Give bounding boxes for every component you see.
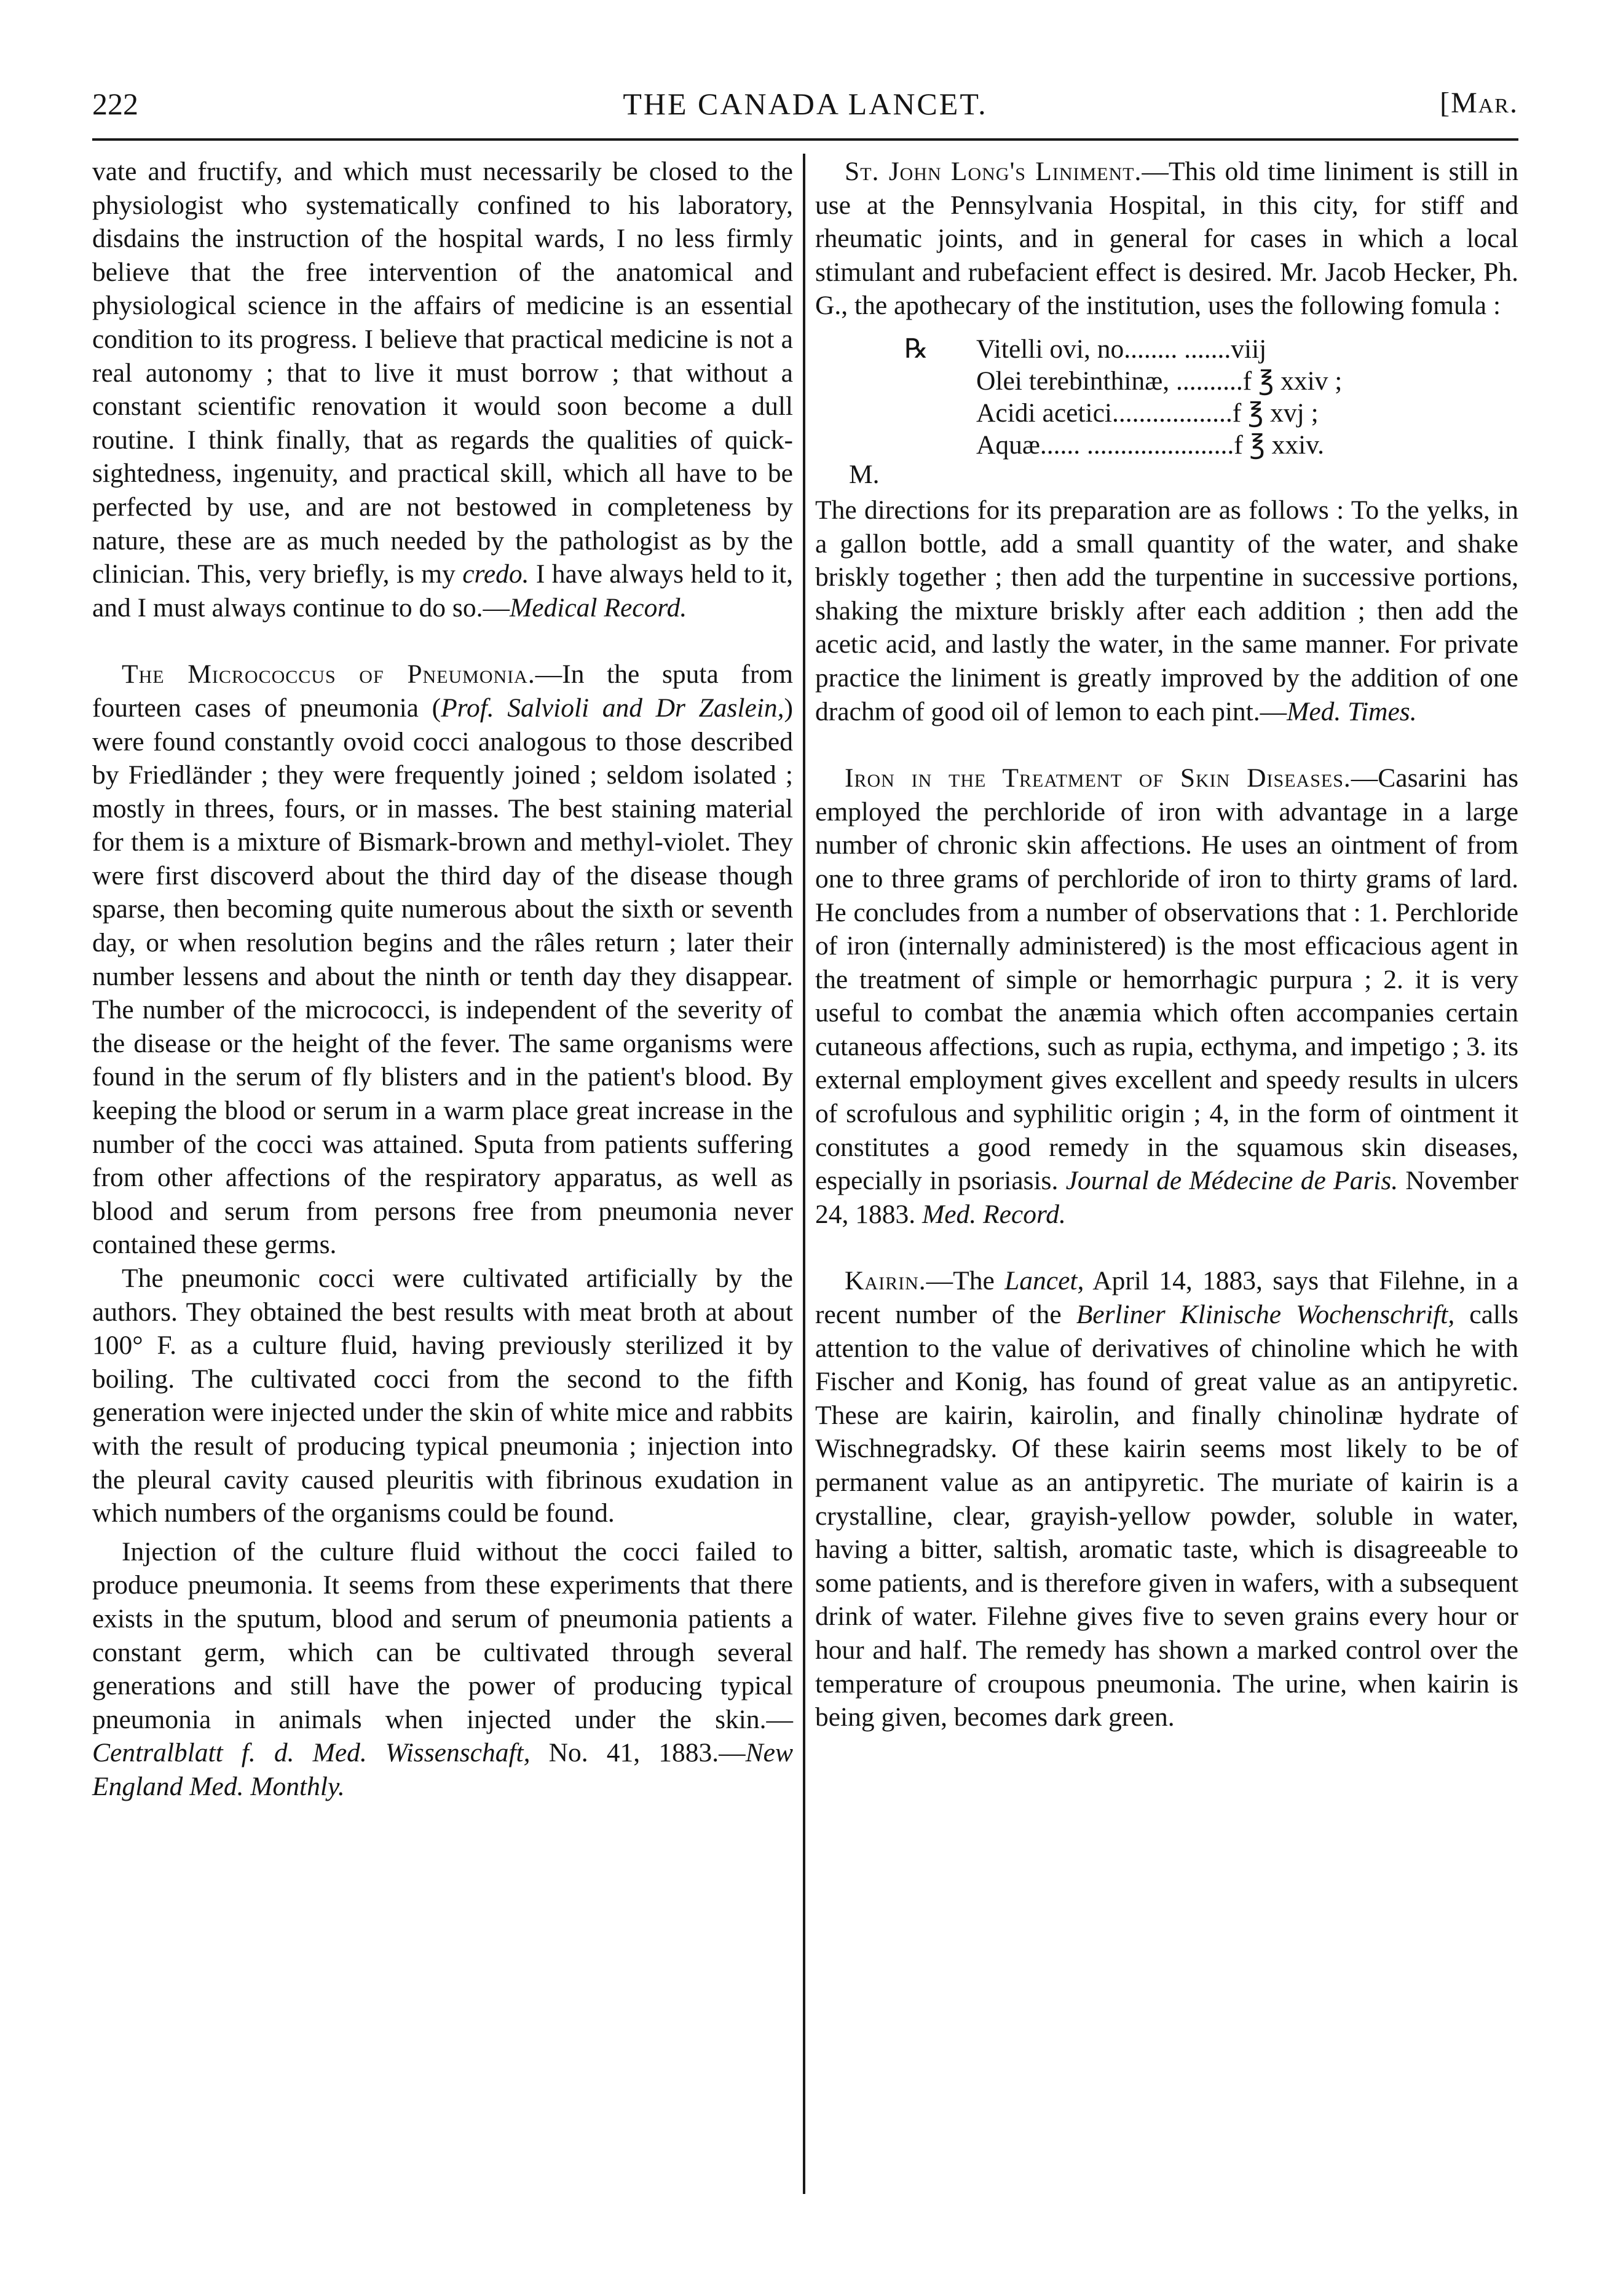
- source-citation: Med. Times.: [1287, 696, 1417, 726]
- left-column: [92, 155, 793, 1804]
- issue-month: [Mar.: [1440, 87, 1518, 119]
- column-divider: [803, 154, 805, 2194]
- recipe-symbol: ℞: [904, 334, 928, 364]
- recipe-line: Vitelli ovi, no........ .......viij: [976, 334, 1267, 364]
- article-heading: Kairin.: [845, 1266, 926, 1296]
- source-citation: New England Med. Monthly.: [92, 1738, 793, 1801]
- cultivation-paragraph: The pneumonic cocci were cultivated artificially by the authors. They obtained the best results with meat broth at about 100° F. as a culture fluid, having previously sterilized it by boiling. The cultivated cocci from the second to the fifth generation were injected under the skin of white mice and rabbits with the result of producing typical pneumonia ; injection into the pleural cavity caused pleuritis with fibrinous exudation in which numbers of the organisms could be found.: [92, 1264, 793, 1528]
- kairin-article: Kairin.—The Lancet, April 14, 1883, says that Filehne, in a recent number of the Berliner Klinische Wochenschrift, calls attention to the value of derivatives of chinoline which he with Fischer and Konig, has found of great value as an antipyretic. These are kairin, kairolin, and finally chinolinæ hydrate of Wischnegradsky. Of these kairin seems most likely to be of permanent value as an antipyretic. The muriate of kairin is a crystalline, clear, grayish-yellow powder, soluble in water, having a bitter, saltish, aromatic taste, which is disagreeable to some patients, and is therefore given in wafers, with a subsequent drink of water. Filehne gives five to seven grains every hour or hour and half. The remedy has shown a marked control over the temperature of croupous pneumonia. The urine, when kairin is being given, becomes dark green.: [815, 1266, 1519, 1732]
- source-citation: Journal de Médecine de Paris.: [1065, 1166, 1399, 1196]
- running-header: [92, 86, 1518, 141]
- source-citation: Med. Record.: [922, 1199, 1066, 1229]
- recipe-line: Olei terebinthinæ, ..........f ℥ xxiv ;: [976, 366, 1343, 396]
- recipe-block: [815, 332, 1518, 489]
- credo-word: credo.: [462, 559, 529, 589]
- article-heading: The Micrococcus of Pneumonia.: [122, 659, 535, 690]
- source-citation: Medical Record.: [510, 592, 687, 623]
- journal-name: Berliner Klinische Wochenschrift,: [1076, 1300, 1455, 1330]
- credo-paragraph: vate and fructify, and which must necessarily be closed to the physiologist who systematically confined to his laboratory, disdains the instruction of the hospital wards, I no less firmly believe that the free intervention of the anatomical and physiological science in the affairs of medicine is an essential condition to its progress. I believe that practical medicine is not a real autonomy ; that to live it must borrow ; that without a constant scientific renovation it would soon become a dull routine. I think finally, that as regards the qualities of quick-sightedness, ingenuity, and practical skill, which all have to be perfected by use, and are not bestowed in completeness by nature, these are as much needed by the pathologist as by the clinician. This, very briefly, is my credo. I have always held to it, and I must always continue to do so.—Medical Record.: [92, 157, 793, 623]
- journal-name: Lancet,: [1004, 1266, 1084, 1296]
- article-heading: Iron in the Treatment of Skin Diseases.: [845, 763, 1351, 793]
- page-number: 222: [92, 87, 138, 121]
- article-heading: St. John Long's Liniment.: [845, 157, 1142, 186]
- source-citation: Centralblatt f. d. Med. Wissenschaft,: [92, 1738, 531, 1768]
- liniment-article: St. John Long's Liniment.—This old time liniment is still in use at the Pennsylvania Hospital, in this city, for stiff and rheumatic joints, and in general for cases in which a local stimulant and rubefacient effect is desired. Mr. Jacob Hecker, Ph. G., the apothecary of the institution, uses the following fomula :: [815, 157, 1518, 321]
- journal-title: THE CANADA LANCET.: [623, 87, 988, 121]
- header-rule: [92, 138, 1518, 141]
- micrococcus-article: The Micrococcus of Pneumonia.—In the sputa from fourteen cases of pneumonia (Prof. Salvioli and Dr Zaslein,) were found constantly ovoid cocci analogous to those described by Friedländer ; they were frequently joined ; seldom isolated ; mostly in threes, fours, or in masses. The best staining material for them is a mixture of Bismark-brown and methyl-violet. They were first discoverd about the third day of the disease though sparse, then becoming quite numerous about the sixth or seventh day, or when resolution begins and the râles return ; later their number lessens and about the ninth or tenth day they disappear. The number of the micrococci, is independent of the severity of the disease or the height of the fever. The same organisms were found in the serum of fly blisters and in the patient's blood. By keeping the blood or serum in a warm place great increase in the number of the cocci was attained. Sputa from patients suffering from other affections of the respiratory apparatus, as well as blood and serum from persons free from pneumonia never contained these germs.: [92, 659, 793, 1260]
- right-column: [815, 155, 1518, 1734]
- preparation-paragraph: The directions for its preparation are as follows : To the yelks, in a gallon bottle, add a small quantity of the water, and shake briskly together ; then add the turpentine in successive portions, shaking the mixture briskly after each addition ; then add the acetic acid, and lastly the water, in the same manner. For private practice the liniment is greatly improved by the addition of one drachm of good oil of lemon to each pint.—Med. Times.: [815, 495, 1518, 726]
- iron-article: Iron in the Treatment of Skin Diseases.—Casarini has employed the perchloride of iron with advantage in a large number of chronic skin affections. He uses an ointment of from one to three grams of perchloride of iron to thirty grams of lard. He concludes from a number of observations that : 1. Perchloride of iron (internally administered) is the most efficacious agent in the treatment of simple or hemorrhagic purpura ; 2. it is very useful to combat the anæmia which often accompanies certain cutaneous affections, such as rupia, ecthyma, and impetigo ; 3. its external employment gives excellent and speedy results in ulcers of scrofulous and syphilitic origin ; 4, in the form of ointment it constitutes a good remedy in the squamous skin diseases, especially in psoriasis. Journal de Médecine de Paris. November 24, 1883. Med. Record.: [815, 763, 1518, 1229]
- author-names: Prof. Salvioli and Dr Zaslein,: [441, 693, 784, 723]
- recipe-line: Acidi acetici..................f ℥ xvj ;: [976, 398, 1319, 428]
- recipe-misce: M.: [849, 459, 880, 489]
- injection-paragraph: Injection of the culture fluid without the cocci failed to produce pneumonia. It seems from these experiments that there exists in the sputum, blood and serum of pneumonia patients a constant germ, which can be cultivated through several generations and still have the power of producing typical pneumonia in animals when injected under the skin.—Centralblatt f. d. Med. Wissenschaft, No. 41, 1883.—New England Med. Monthly.: [92, 1536, 793, 1801]
- recipe-line: Aquæ...... ......................f ℥ xxiv.: [976, 430, 1325, 460]
